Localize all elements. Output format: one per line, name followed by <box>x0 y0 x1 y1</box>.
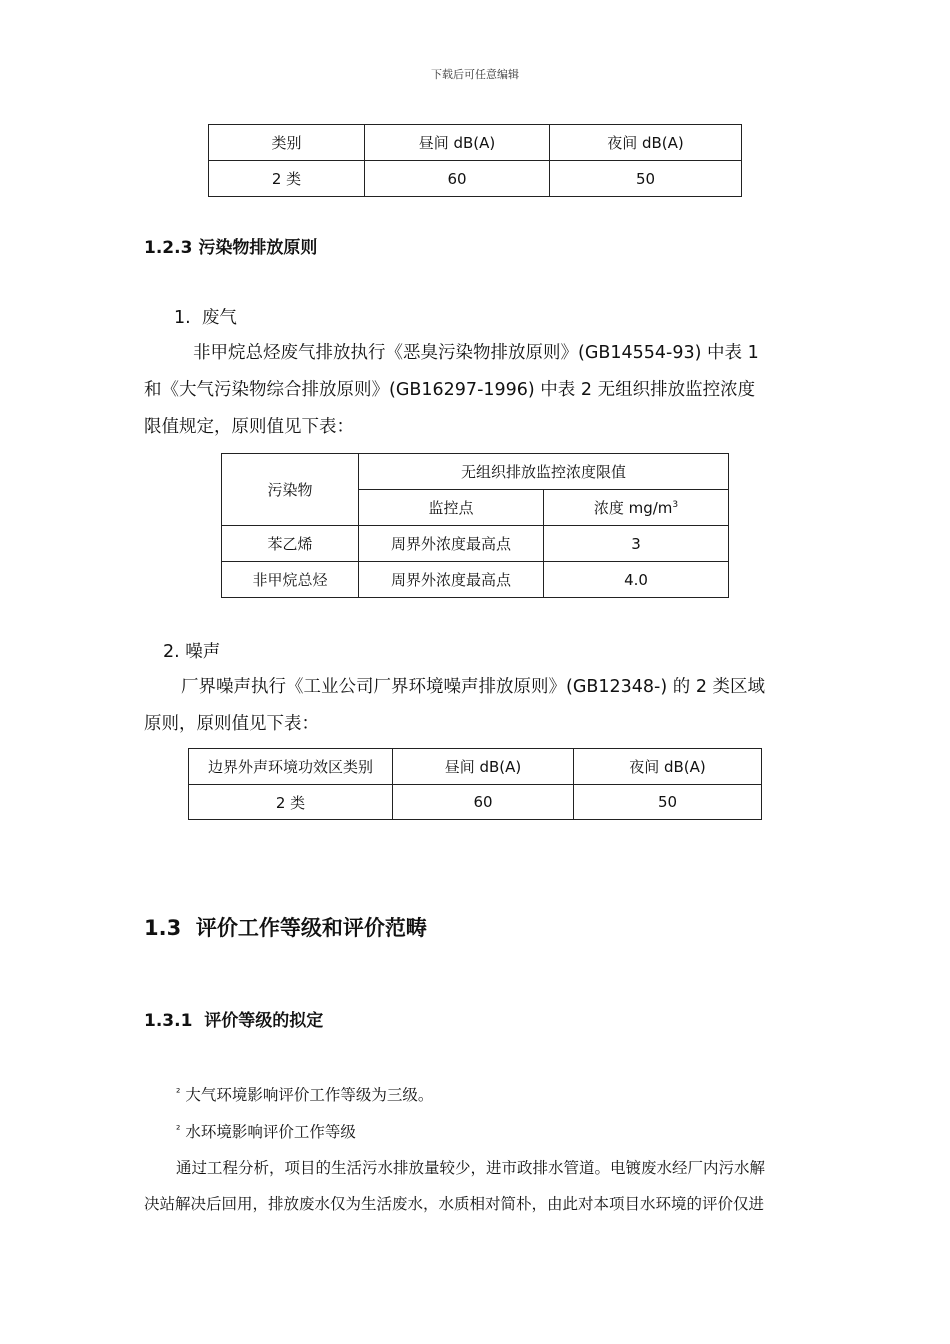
table-cell: 周界外浓度最高点 <box>359 526 544 562</box>
section-number: 1.3.1 <box>144 1011 193 1031</box>
list-label: 噪声 <box>185 642 221 662</box>
table-header-cell: 夜间 dB(A) <box>574 749 762 785</box>
paragraph-line: 决站解决后回用，排放废水仅为生活废水，水质相对简朴，由此对本项目水环境的评价仅进 <box>144 1195 765 1213</box>
paragraph-line: 和《大气污染物综合排放原则》(GB16297-1996) 中表 2 无组织排放监控浓度 <box>144 380 756 400</box>
paragraph-line: 原则，原则值见下表： <box>144 714 319 734</box>
table-cell: 60 <box>393 785 574 820</box>
section-heading-1-3 <box>144 912 427 942</box>
header-note: 下载后可任意编辑 <box>431 68 519 81</box>
bullet-item: $^{^2}$ 大气环境影响评价工作等级为三级。 <box>176 1086 434 1104</box>
section-heading-1-3-1 <box>144 1006 323 1031</box>
section-title: 评价工作等级和评价范畴 <box>195 916 427 940</box>
table-cell: 50 <box>550 161 742 197</box>
paragraph-line: 厂界噪声执行《工业公司厂界环境噪声排放原则》(GB12348-) 的 2 类区域 <box>181 677 766 697</box>
list-item-gas <box>174 304 237 329</box>
bullet-item: $^{^2}$ 水环境影响评价工作等级 <box>176 1123 356 1141</box>
gas-emission-table <box>221 453 729 598</box>
bullet-marker: ² <box>176 1086 181 1099</box>
table-header-cell: 类别 <box>209 125 365 161</box>
table-cell: 2 类 <box>209 161 365 197</box>
table-cell: 3 <box>544 526 729 562</box>
bullet-marker: ² <box>176 1123 181 1136</box>
paragraph-line: 限值规定，原则值见下表： <box>144 417 354 437</box>
paragraph-line: 通过工程分析，项目的生活污水排放量较少，进市政排水管道。电镀废水经厂内污水解 <box>176 1159 766 1177</box>
list-number: 2. <box>163 642 180 662</box>
table-cell: 4.0 <box>544 562 729 598</box>
table-cell: 苯乙烯 <box>222 526 359 562</box>
table-header-cell: 污染物 <box>222 454 359 526</box>
table-cell: 非甲烷总烃 <box>222 562 359 598</box>
table-header-cell: 无组织排放监控浓度限值 <box>359 454 729 490</box>
table-header-cell: 浓度 $mg/m^3$ <box>544 490 729 526</box>
table-cell: 周界外浓度最高点 <box>359 562 544 598</box>
table-header-cell: 边界外声环境功效区类别 <box>189 749 393 785</box>
table-header-cell: 夜间 dB(A) <box>550 125 742 161</box>
table-cell: 2 类 <box>189 785 393 820</box>
list-label: 废气 <box>201 308 237 328</box>
table-header-cell: 昼间 dB(A) <box>393 749 574 785</box>
table-cell: 60 <box>365 161 550 197</box>
section-heading-1-2-3: 1.2.3 污染物排放原则 <box>144 238 318 258</box>
section-title: 评价等级的拟定 <box>204 1011 324 1031</box>
list-item-noise <box>163 638 220 663</box>
section-number: 1.3 <box>144 916 182 940</box>
noise-standard-table <box>188 748 762 820</box>
table-header-cell: 昼间 dB(A) <box>365 125 550 161</box>
list-number: 1. <box>174 308 191 328</box>
paragraph-line: 非甲烷总烃废气排放执行《恶臭污染物排放原则》(GB14554-93) 中表 1 <box>193 343 759 363</box>
noise-standard-table-top <box>208 124 742 197</box>
table-header-cell: 监控点 <box>359 490 544 526</box>
table-cell: 50 <box>574 785 762 820</box>
